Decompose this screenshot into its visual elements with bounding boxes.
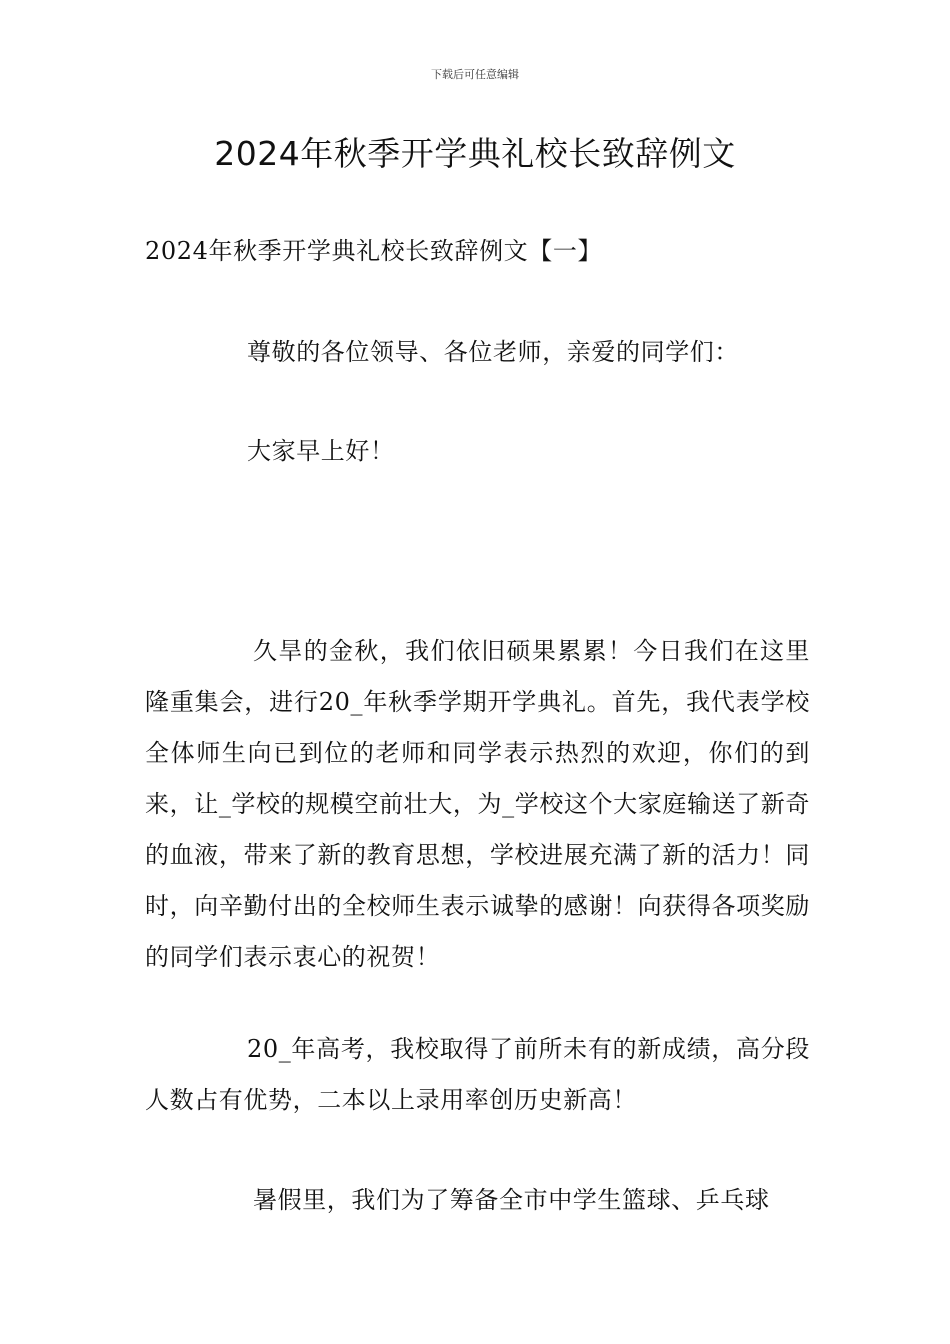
header-note: 下载后可任意编辑: [431, 68, 519, 81]
salutation: 尊敬的各位领导、各位老师，亲爱的同学们：: [247, 338, 739, 366]
document-title: 2024年秋季开学典礼校长致辞例文: [214, 134, 736, 173]
body-paragraph: 20_年高考，我校取得了前所未有的新成绩，高分段人数占有优势，二本以上录用率创历史新高！: [145, 1035, 810, 1114]
greeting: 大家早上好！: [247, 437, 395, 465]
section-heading: 2024年秋季开学典礼校长致辞例文【一】: [145, 237, 603, 265]
body-paragraph: 久旱的金秋，我们依旧硕果累累！今日我们在这里隆重集会，进行20_年秋季学期开学典礼。首先，我代表学校全体师生向已到位的老师和同学表示热烈的欢迎，你们的到来，让_学校的规模空前壮大，为_学校这个大家庭输送了新奇的血液，带来了新的教育思想，学校进展充满了新的活力！同时，向辛勤付出的全校师生表示诚挚的感谢！向获得各项奖励的同学们表示衷心的祝贺！: [145, 637, 810, 971]
body-paragraph: 暑假里，我们为了筹备全市中学生篮球、乒乓球: [253, 1186, 770, 1214]
